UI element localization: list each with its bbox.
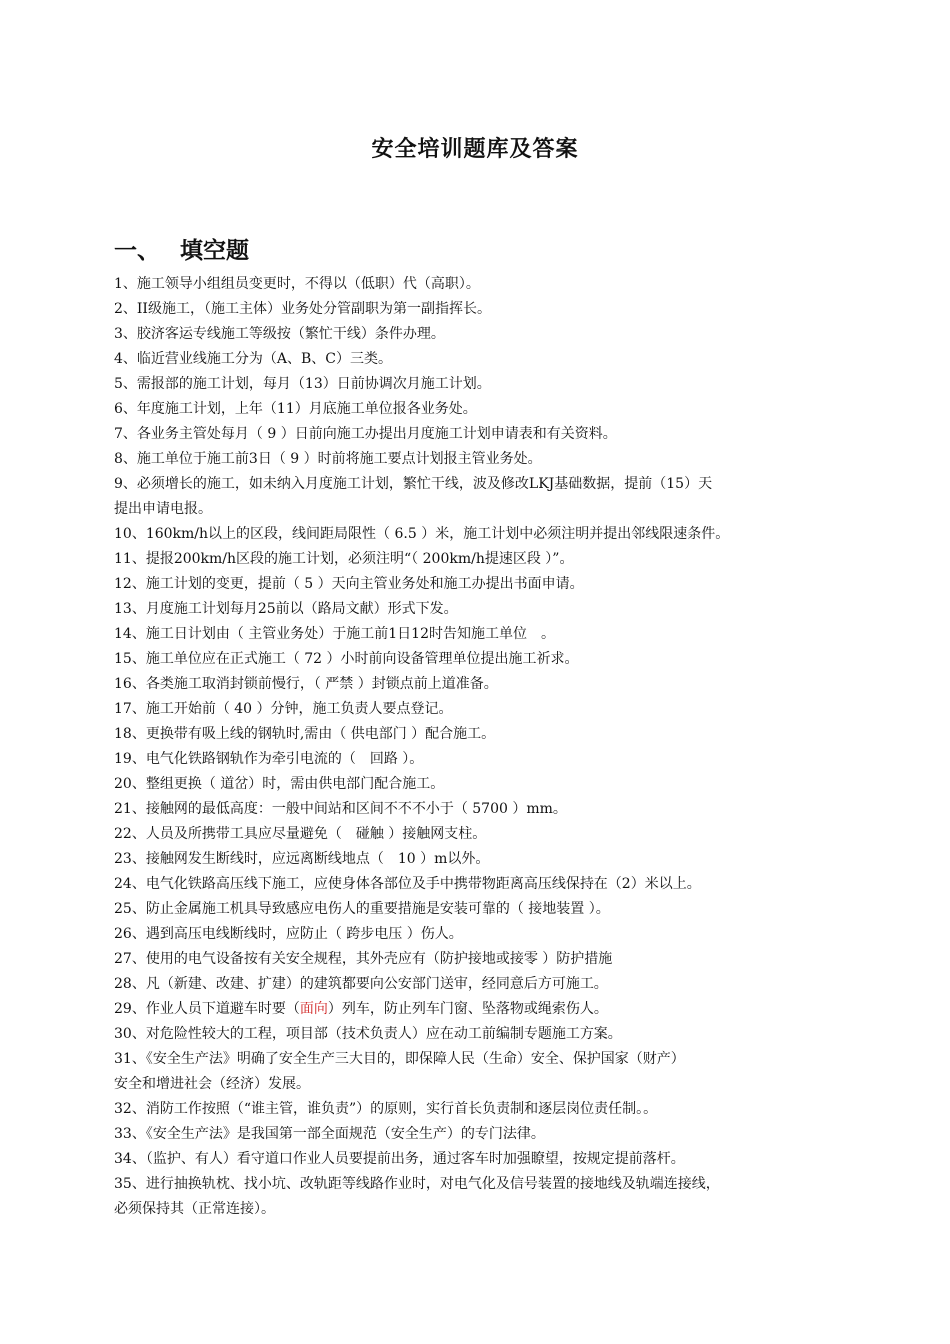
- list-item: [114, 997, 844, 1022]
- item-text: ）列车，防止列车门窗、坠落物或绳索伤人。: [327, 1001, 608, 1017]
- list-item: 34、（监护、有人）看守道口作业人员要提前出务，通过客车时加强瞭望，按规定提前落杆。: [114, 1151, 685, 1167]
- document-title: 安全培训题库及答案: [371, 137, 579, 162]
- list-item: 10、160km/h以上的区段，线间距局限性（ 6.5 ）米，施工计划中必须注明并提出邻线限速条件。: [114, 526, 730, 542]
- list-item: 4、临近营业线施工分为（A、B、C）三类。: [114, 351, 393, 367]
- list-item: 18、更换带有吸上线的钢轨时,需由（ 供电部门 ）配合施工。: [114, 726, 496, 742]
- list-item: 2、II级施工，（施工主体）业务处分管副职为第一副指挥长。: [114, 301, 491, 317]
- list-item: 28、凡（新建、改建、扩建）的建筑都要向公安部门送审，经同意后方可施工。: [114, 976, 608, 992]
- list-item: 12、施工计划的变更，提前（ 5 ）天向主管业务处和施工办提出书面申请。: [114, 576, 584, 592]
- list-item: 17、施工开始前（ 40 ）分钟，施工负责人要点登记。: [114, 701, 453, 717]
- highlighted-answer: 面向: [299, 1001, 328, 1017]
- list-item: 9、必须增长的施工，如未纳入月度施工计划，繁忙干线，波及修改LKJ基础数据，提前（15）天: [114, 476, 713, 492]
- list-item: 16、各类施工取消封锁前慢行，（ 严禁 ）封锁点前上道准备。: [114, 676, 498, 692]
- list-item: 22、人员及所携带工具应尽量避免（ 碰触 ）接触网支柱。: [114, 826, 487, 842]
- list-item: 31、《安全生产法》明确了安全生产三大目的，即保障人民（生命）安全、保护国家（财产）: [114, 1051, 685, 1067]
- list-item: 25、防止金属施工机具导致感应电伤人的重要措施是安装可靠的（ 接地装置 ）。: [114, 901, 610, 917]
- list-item: 23、接触网发生断线时，应远离断线地点（ 10 ）m以外。: [114, 851, 490, 867]
- section-heading: [114, 232, 249, 265]
- list-item: 13、月度施工计划每月25前以（路局文献）形式下发。: [114, 601, 458, 617]
- list-item: 3、胶济客运专线施工等级按（繁忙干线）条件办理。: [114, 326, 445, 342]
- list-item: 7、各业务主管处每月（ 9 ）日前向施工办提出月度施工计划申请表和有关资料。: [114, 426, 617, 442]
- list-item: 11、提报200km/h区段的施工计划，必须注明“（ 200km/h提速区段 ）”。: [114, 551, 574, 567]
- list-item: 30、对危险性较大的工程，项目部（技术负责人）应在动工前编制专题施工方案。: [114, 1026, 622, 1042]
- list-item: 15、施工单位应在正式施工（ 72 ）小时前向设备管理单位提出施工祈求。: [114, 651, 579, 667]
- section-label: 填空题: [180, 238, 249, 264]
- list-item-continuation: 提出申请电报。: [114, 501, 212, 517]
- list-item: 1、施工领导小组组员变更时，不得以（低职）代（高职）。: [114, 276, 480, 292]
- list-item: 21、接触网的最低高度：一般中间站和区间不不不小于（ 5700 ）mm。: [114, 801, 567, 817]
- list-item: 5、需报部的施工计划，每月（13）日前协调次月施工计划。: [114, 376, 491, 392]
- list-item: 24、电气化铁路高压线下施工，应使身体各部位及手中携带物距离高压线保持在（2）米以上。: [114, 876, 701, 892]
- list-item: 26、遇到高压电线断线时，应防止（ 跨步电压 ）伤人。: [114, 926, 463, 942]
- item-text: 29、作业人员下道避车时要（: [114, 1001, 300, 1017]
- list-item: 27、使用的电气设备按有关安全规程，其外壳应有（防护接地或接零 ）防护措施: [114, 951, 613, 967]
- list-item: 14、施工日计划由（ 主管业务处）于施工前1日12时告知施工单位 。: [114, 626, 555, 642]
- section-number: 一、: [114, 238, 160, 264]
- list-item-continuation: 安全和增进社会（经济）发展。: [114, 1076, 310, 1092]
- list-item: 19、电气化铁路钢轨作为牵引电流的（ 回路 ）。: [114, 751, 424, 767]
- list-item-continuation: 必须保持其（正常连接）。: [114, 1201, 275, 1217]
- list-item: 32、消防工作按照（“谁主管，谁负责”）的原则，实行首长负责制和逐层岗位责任制。。: [114, 1101, 658, 1117]
- list-item: 8、施工单位于施工前3日（ 9 ）时前将施工要点计划报主管业务处。: [114, 451, 542, 467]
- list-item: 20、整组更换（ 道岔）时，需由供电部门配合施工。: [114, 776, 445, 792]
- list-item: 33、《安全生产法》是我国第一部全面规范（安全生产）的专门法律。: [114, 1126, 545, 1142]
- list-item: 6、年度施工计划，上年（11）月底施工单位报各业务处。: [114, 401, 477, 417]
- list-item: 35、进行抽换轨枕、找小坑、改轨距等线路作业时，对电气化及信号装置的接地线及轨端连接线，: [114, 1176, 720, 1192]
- question-list: [114, 272, 844, 1222]
